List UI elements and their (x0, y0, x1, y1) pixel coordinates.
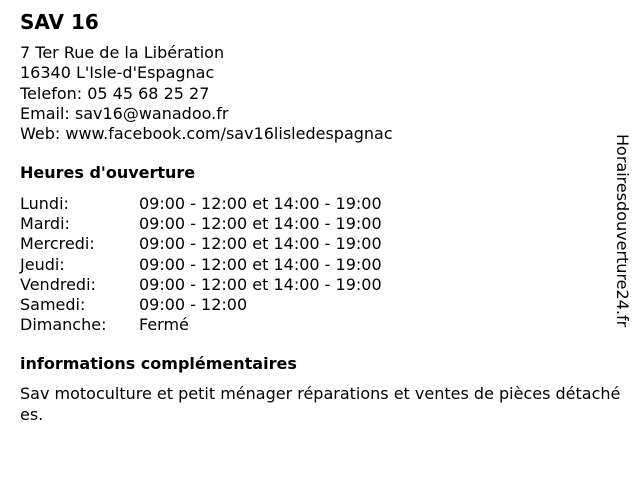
hours-time: 09:00 - 12:00 et 14:00 - 19:00 (139, 194, 382, 213)
info-heading: informations complémentaires (20, 354, 297, 373)
contact-block (20, 43, 393, 144)
hours-day: Mercredi: (20, 234, 95, 254)
watermark (610, 134, 634, 346)
hours-time: 09:00 - 12:00 et 14:00 - 19:00 (139, 274, 382, 294)
hours-time: 09:00 - 12:00 et 14:00 - 19:00 (139, 214, 382, 234)
watermark-text: Horairesdouverture24.fr (613, 134, 632, 328)
email-line: Email: sav16@wanadoo.fr (20, 103, 229, 123)
hours-time: Fermé (139, 315, 189, 335)
hours-time: 09:00 - 12:00 et 14:00 - 19:00 (139, 254, 382, 274)
hours-day: Samedi: (20, 294, 86, 314)
address-line-street: 7 Ter Rue de la Libération (20, 43, 225, 62)
business-name: SAV 16 (20, 10, 99, 34)
hours-heading: Heures d'ouverture (20, 163, 196, 182)
web-line: Web: www.facebook.com/sav16lisledespagnac (20, 124, 393, 144)
hours-day: Mardi: (20, 214, 70, 234)
phone-line: Telefon: 05 45 68 25 27 (20, 83, 210, 103)
hours-day: Vendredi: (20, 274, 96, 294)
hours-day: Lundi: (20, 194, 69, 213)
hours-time: 09:00 - 12:00 et 14:00 - 19:00 (139, 234, 382, 254)
info-text: Sav motoculture et petit ménager réparations et ventes de pièces détachées. (20, 384, 621, 424)
address-line-city: 16340 L'Isle-d'Espagnac (20, 63, 215, 83)
hours-time: 09:00 - 12:00 (139, 294, 248, 314)
hours-day: Jeudi: (20, 254, 65, 274)
hours-day: Dimanche: (20, 315, 107, 335)
